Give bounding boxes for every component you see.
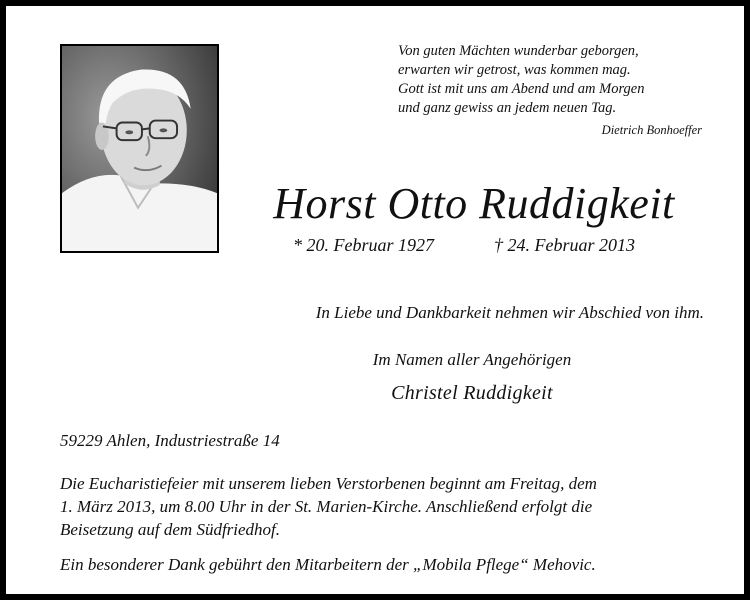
death-date: † 24. Februar 2013 xyxy=(494,235,635,255)
poem-line: Von guten Mächten wunderbar geborgen, xyxy=(398,43,639,59)
address: 59229 Ahlen, Industriestraße 14 xyxy=(60,431,280,450)
farewell-text: In Liebe und Dankbarkeit nehmen wir Abschied von ihm. xyxy=(315,303,704,322)
signer-name: Christel Ruddigkeit xyxy=(391,382,553,404)
poem-line: erwarten wir getrost, was kommen mag. xyxy=(398,62,631,78)
deceased-name: Horst Otto Ruddigkeit xyxy=(273,179,675,228)
family-label: Im Namen aller Angehörigen xyxy=(372,350,572,369)
service-line: Beisetzung auf dem Südfriedhof. xyxy=(60,520,281,539)
portrait-image xyxy=(62,46,217,251)
poem-quote xyxy=(398,42,718,118)
poem-author: Dietrich Bonhoeffer xyxy=(601,123,702,137)
service-announcement xyxy=(60,472,710,541)
service-line: Die Eucharistiefeier mit unserem lieben Verstorbenen beginnt am Freitag, dem xyxy=(60,474,597,493)
poem-line: und ganz gewiss an jedem neuen Tag. xyxy=(398,100,617,116)
service-line: 1. März 2013, um 8.00 Uhr in der St. Marien-Kirche. Anschließend erfolgt die xyxy=(60,497,593,516)
portrait-photo xyxy=(60,44,219,253)
thanks-text: Ein besonderer Dank gebührt den Mitarbeitern der „Mobila Pflege“ Mehovic. xyxy=(60,555,596,574)
birth-date: * 20. Februar 1927 xyxy=(293,235,434,255)
poem-line: Gott ist mit uns am Abend und am Morgen xyxy=(398,81,645,97)
